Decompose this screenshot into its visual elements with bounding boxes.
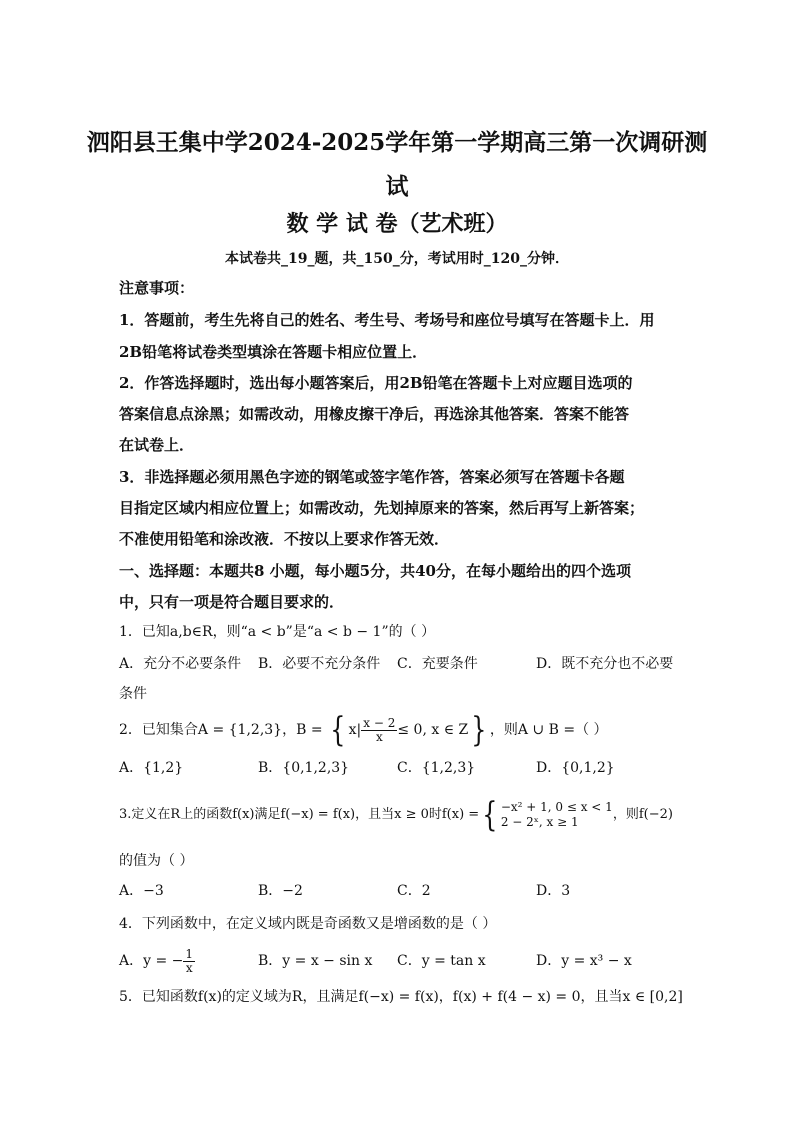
q2-option-c: C．{1,2,3} xyxy=(397,760,476,776)
notes-heading: 注意事项： xyxy=(119,279,195,297)
question-4-stem: 4．下列函数中，在定义域内既是奇函数又是增函数的是（ ） xyxy=(119,916,497,932)
note-line: 1．答题前，考生先将自己的姓名、考生号、考场号和座位号填写在答题卡上．用 xyxy=(119,311,655,329)
q4-option-a-fraction xyxy=(183,948,195,975)
q3-piece-1: −x² + 1, 0 ≤ x < 1 xyxy=(500,799,613,814)
q2-fraction xyxy=(361,717,397,744)
exam-title-line1: 泗阳县王集中学2024-2025学年第一学期高三第一次调研测 xyxy=(86,129,708,156)
exam-title-line2: 试 xyxy=(385,173,409,200)
q2-set-post: ≤ 0, x ∈ Z xyxy=(397,722,469,738)
q3-option-c: C．2 xyxy=(397,883,431,899)
q4-option-d: D．y = x³ − x xyxy=(536,953,632,969)
q2-set-pre: x| xyxy=(348,722,362,738)
q2-option-d: D．{0,1,2} xyxy=(536,760,615,776)
q4-frac-num: 1 xyxy=(185,946,194,961)
note-line: 答案信息点涂黑；如需改动，用橡皮擦干净后，再选涂其他答案．答案不能答 xyxy=(119,405,630,423)
question-5-stem: 5．已知函数f(x)的定义域为R，且满足f(−x) = f(x)，f(x) + f(4 − x) = 0，且当x ∈ [0,2] xyxy=(119,989,683,1005)
question-3-stem xyxy=(119,795,673,835)
q4-option-c: C．y = tan x xyxy=(397,953,486,969)
q4-option-b: B．y = x − sin x xyxy=(258,953,373,969)
q3-pre: 3.定义在R上的函数f(x)满足f(−x) = f(x)，且当x ≥ 0时f(x) = xyxy=(119,807,480,822)
q1-option-d: D．既不充分也不必要 xyxy=(536,656,674,672)
q3-post: ，则f(−2) xyxy=(612,807,673,822)
q2-frac-den: x xyxy=(375,729,383,744)
q2-option-b: B．{0,1,2,3} xyxy=(258,760,350,776)
q3-option-d: D．3 xyxy=(536,883,571,899)
q1-option-c: C．充要条件 xyxy=(397,656,478,672)
q3-piecewise xyxy=(501,800,613,830)
q1-option-a: A．充分不必要条件 xyxy=(119,656,242,672)
q3-option-b: B．−2 xyxy=(258,883,303,899)
question-2-stem xyxy=(119,710,608,750)
exam-info: 本试卷共_19_题，共_150_分，考试用时_120_分钟． xyxy=(225,251,569,267)
note-line: 在试卷上． xyxy=(119,436,195,454)
q4-option-a-pre: A．y = − xyxy=(119,953,184,969)
q2-frac-num: x − 2 xyxy=(363,715,396,730)
section1-heading: 一、选择题：本题共8 小题，每小题5分，共40分，在每小题给出的四个选项 xyxy=(119,562,631,580)
question-1-stem: 1．已知a,b∈R，则“a < b”是“a < b − 1”的（ ） xyxy=(119,624,436,640)
note-line: 2B铅笔将试卷类型填涂在答题卡相应位置上． xyxy=(119,343,428,361)
section1-heading-cont: 中，只有一项是符合题目要求的． xyxy=(119,593,345,611)
q2-left-brace: { xyxy=(330,710,346,750)
q2-post: ，则A ∪ B =（ ） xyxy=(489,722,608,738)
q4-frac-den: x xyxy=(185,960,193,975)
note-line: 目指定区域内相应位置上；如需改动，先划掉原来的答案，然后再写上新答案； xyxy=(119,499,645,517)
note-line: 2．作答选择题时，选出每小题答案后，用2B铅笔在答题卡上对应题目选项的 xyxy=(119,374,633,392)
q3-brace: { xyxy=(482,794,498,835)
q3-option-a: A．−3 xyxy=(119,883,164,899)
q2-option-a: A．{1,2} xyxy=(119,760,184,776)
q1-option-d-wrap: 条件 xyxy=(119,686,147,702)
q1-option-b: B．必要不充分条件 xyxy=(258,656,381,672)
q4-option-a xyxy=(119,946,195,976)
q3-piece-2: 2 − 2ˣ, x ≥ 1 xyxy=(500,814,579,829)
exam-subtitle: 数 学 试 卷（艺术班） xyxy=(286,211,508,237)
note-line: 不准使用铅笔和涂改液．不按以上要求作答无效． xyxy=(119,530,450,548)
q2-right-brace: } xyxy=(471,710,487,750)
note-line: 3．非选择题必须用黑色字迹的钢笔或签字笔作答，答案必须写在答题卡各题 xyxy=(119,468,625,486)
q2-pre: 2．已知集合A = {1,2,3}，B = xyxy=(119,722,323,738)
question-3-stem-wrap: 的值为（ ） xyxy=(119,853,194,869)
